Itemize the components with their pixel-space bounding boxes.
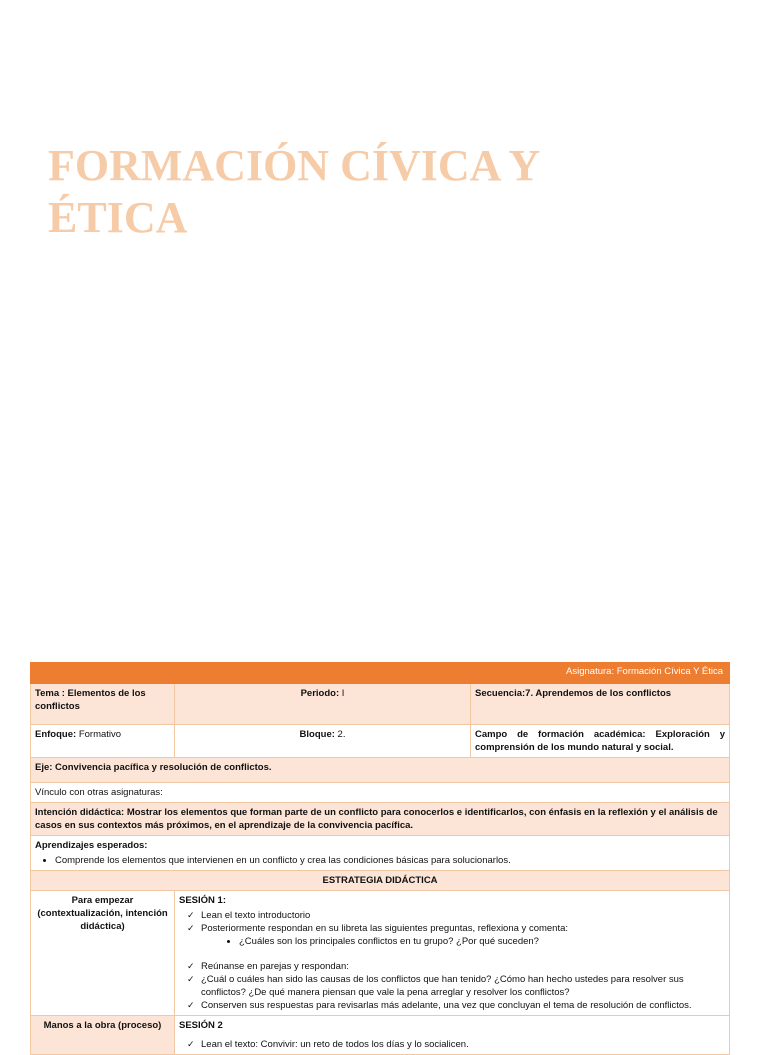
para-empezar-cell: Para empezar (contextualización, intención didáctica) [31,891,175,1016]
document-title [48,140,648,244]
estrategia-cell: ESTRATEGIA DIDÁCTICA [31,871,730,891]
vinculo-cell: Vínculo con otras asignaturas: [31,783,730,803]
sesion1-title: SESIÓN 1: [179,895,226,906]
aprendizajes-list [35,854,725,867]
sesion1-cell [175,891,730,1016]
periodo-value: I [341,688,345,699]
manos-obra-cell: Manos a la obra (proceso) [31,1016,175,1055]
secuencia-cell: Secuencia:7. Aprendemos de los conflictos [471,684,730,725]
table-header-subject: Asignatura: Formación Cívica Y Ética [31,663,730,684]
aprendizajes-cell [31,836,730,871]
enfoque-label: Enfoque: [35,729,77,740]
sesion2-title: SESIÓN 2 [179,1020,223,1031]
aprendizajes-label: Aprendizajes esperados: [35,840,148,851]
title-line-1: FORMACIÓN CÍVICA Y [48,141,541,190]
sesion1-list-2 [179,960,725,1012]
list-item: ✓ Posteriormente respondan en su libreta las siguientes preguntas, reflexiona y comenta: [187,922,725,935]
enfoque-value: Formativo [78,729,122,740]
list-item: ✓ ¿Cuál o cuáles han sido las causas de los conflictos que han tenido? ¿Cómo han hecho ustedes para resolver sus conflictos? ¿De qué manera piensan que vale la pena arreglar y resolver los conflictos? [187,973,725,999]
enfoque-cell [31,725,175,758]
periodo-label: Periodo: [300,688,340,699]
sesion2-list [179,1038,725,1051]
list-item: ✓ Lean el texto introductorio [187,909,725,922]
lesson-plan-table [30,662,730,1055]
sesion2-cell [175,1016,730,1055]
list-item: ✓ Lean el texto: Convivir: un reto de todos los días y lo socialicen. [187,1038,725,1051]
list-item: ✓ Conserven sus respuestas para revisarlas más adelante, una vez que concluyan el tema de resolución de conflictos. [187,999,725,1012]
list-item: ✓ Reúnanse en parejas y respondan: [187,960,725,973]
bloque-label: Bloque: [299,729,335,740]
bloque-cell [175,725,471,758]
eje-cell: Eje: Convivencia pacífica y resolución de conflictos. [31,758,730,783]
tema-cell: Tema : Elementos de los conflictos [31,684,175,725]
sesion1-list [179,909,725,935]
title-line-2: ÉTICA [48,193,188,242]
periodo-cell [175,684,471,725]
sesion1-sublist [179,935,725,948]
bloque-value: 2. [337,729,346,740]
aprendizajes-item: • Comprende los elementos que intervienen en un conflicto y crea las condiciones básicas para solucionarlos. [55,854,725,867]
list-item: • ¿Cuáles son los principales conflictos en tu grupo? ¿Por qué suceden? [239,935,725,948]
campo-cell: Campo de formación académica: Exploración y comprensión de los mundo natural y social. [471,725,730,758]
intencion-cell: Intención didáctica: Mostrar los elementos que forman parte de un conflicto para conocerlos e identificarlos, con énfasis en la reflexión y el análisis de casos en sus contextos más próximos, en el aprendizaje de la convivencia pacífica. [31,803,730,836]
